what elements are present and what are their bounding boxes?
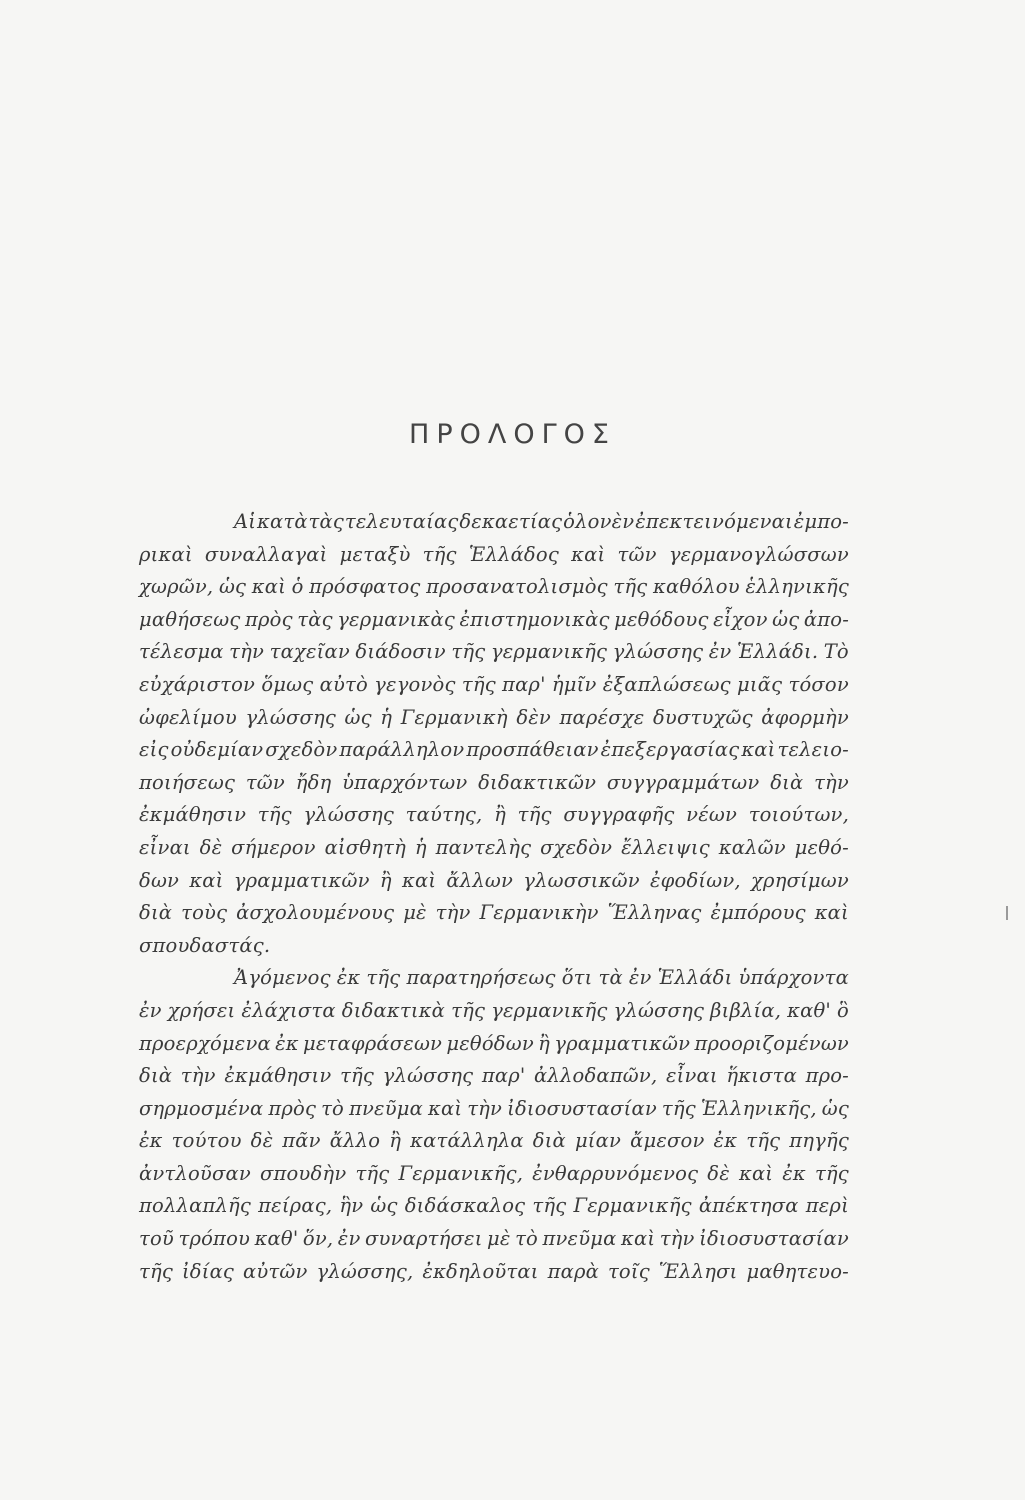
text-line: Ἀγόμενος ἐκ τῆς παρατηρήσεως ὅτι τὰ ἐν Ἑλλάδι ὑπάρχοντα xyxy=(234,966,849,990)
text-line: πολλαπλῆς πείρας, ἣν ὡς διδάσκαλος τῆς Γερμανικῆς ἀπέκτησα περὶ xyxy=(139,1194,849,1218)
text-line: ἀντλοῦσαν σπουδὴν τῆς Γερμανικῆς, ἐνθαρρυνόμενος δὲ καὶ ἐκ τῆς xyxy=(139,1161,849,1185)
margin-mark xyxy=(1006,906,1008,920)
text-line: διὰ τὴν ἐκμάθησιν τῆς γλώσσης παρ' ἀλλοδαπῶν, εἶναι ἥκιστα προ- xyxy=(139,1064,849,1088)
text-line: ποιήσεως τῶν ἤδη ὑπαρχόντων διδακτικῶν συγγραμμάτων διὰ τὴν xyxy=(139,770,849,794)
preface-body xyxy=(139,506,849,1288)
text-line: μαθήσεως πρὸς τὰς γερμανικὰς ἐπιστημονικὰς μεθόδους εἶχον ὡς ἀπο- xyxy=(139,607,849,631)
text-line: εἰς οὐδεμίαν σχεδὸν παράλληλον προσπάθειαν ἐπεξεργασίας καὶ τελειο- xyxy=(139,738,849,762)
text-line: Αἱ κατὰ τὰς τελευταίας δεκαετίας ὁλονὲν ἐπεκτεινόμεναι ἐμπο- xyxy=(234,510,849,533)
text-line: ἐκμάθησιν τῆς γλώσσης ταύτης, ἢ τῆς συγγραφῆς νέων τοιούτων, xyxy=(139,803,849,827)
text-line: διὰ τοὺς ἀσχολουμένους μὲ τὴν Γερμανικὴν Ἕλληνας ἐμπόρους καὶ xyxy=(139,901,849,925)
text-line: τῆς ἰδίας αὐτῶν γλώσσης, ἐκδηλοῦται παρὰ τοῖς Ἕλλησι μαθητευο- xyxy=(139,1259,849,1283)
text-line: εὐχάριστον ὅμως αὐτὸ γεγονὸς τῆς παρ' ἡμῖν ἐξαπλώσεως μιᾶς τόσον xyxy=(139,672,849,696)
text-line: εἶναι δὲ σήμερον αἰσθητὴ ἡ παντελὴς σχεδὸν ἔλλειψις καλῶν μεθό- xyxy=(139,835,849,859)
text-line: προερχόμενα ἐκ μεταφράσεων μεθόδων ἢ γραμματικῶν προοριζομένων xyxy=(139,1031,849,1055)
text-line: τοῦ τρόπου καθ' ὅν, ἐν συναρτήσει μὲ τὸ πνεῦμα καὶ τὴν ἰδιοσυστασίαν xyxy=(139,1227,849,1251)
text-line: ἐκ τούτου δὲ πᾶν ἄλλο ἢ κατάλληλα διὰ μίαν ἄμεσον ἐκ τῆς πηγῆς xyxy=(139,1129,849,1153)
text-line: τέλεσμα τὴν ταχεῖαν διάδοσιν τῆς γερμανικῆς γλώσσης ἐν Ἑλλάδι. Τὸ xyxy=(139,640,849,664)
text-line: ρικαὶ συναλλαγαὶ μεταξὺ τῆς Ἑλλάδος καὶ τῶν γερμανογλώσσων xyxy=(139,542,849,566)
text-line: δων καὶ γραμματικῶν ἢ καὶ ἄλλων γλωσσικῶν ἐφοδίων, χρησίμων xyxy=(139,868,849,892)
text-line: σηρμοσμένα πρὸς τὸ πνεῦμα καὶ τὴν ἰδιοσυστασίαν τῆς Ἑλληνικῆς, ὡς xyxy=(139,1096,849,1120)
text-line: χωρῶν, ὡς καὶ ὁ πρόσφατος προσανατολισμὸς τῆς καθόλου ἑλληνικῆς xyxy=(139,575,849,599)
page-title: ΠΡΟΛΟΓΟΣ xyxy=(409,419,616,450)
text-line: ὠφελίμου γλώσσης ὡς ἡ Γερμανικὴ δὲν παρέσχε δυστυχῶς ἀφορμὴν xyxy=(139,705,849,729)
text-line: σπουδαστάς. xyxy=(139,933,271,957)
text-line: ἐν χρήσει ἐλάχιστα διδακτικὰ τῆς γερμανικῆς γλώσσης βιβλία, καθ' ὃ xyxy=(139,998,849,1022)
